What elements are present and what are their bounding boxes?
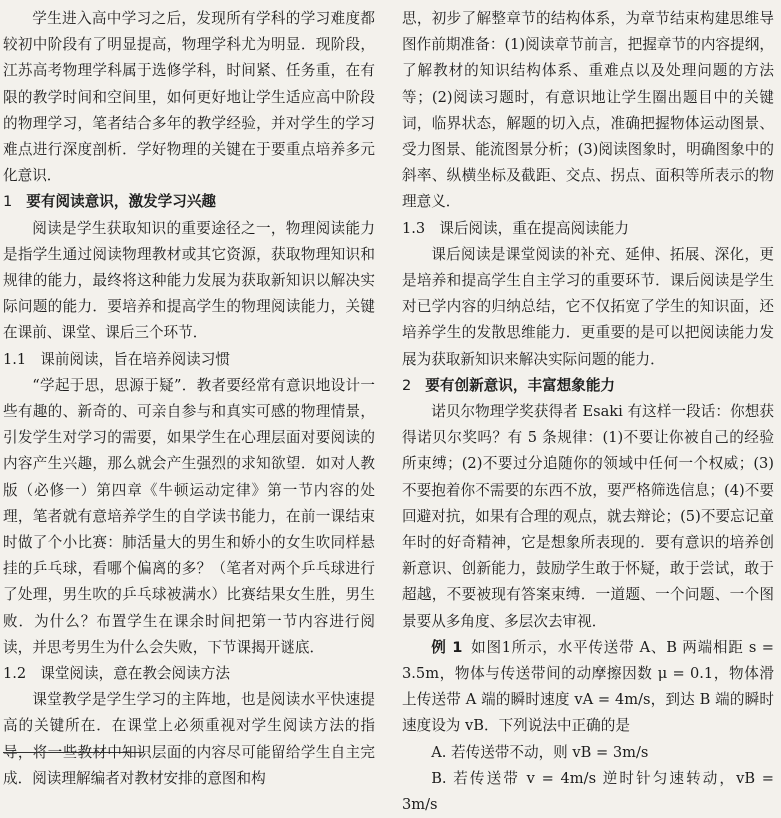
section-1-paragraph: 阅读是学生获取知识的重要途径之一，物理阅读能力是指学生通过阅读物理教材或其它资源，获取物理知识和规律的能力，最终将这种能力发展为获取新知识以解决实际问题的能力．要培养和提高学生的物理阅读能力，关键在课前、课堂、课后三个环节． (3, 219, 375, 342)
section-1-2-heading (3, 661, 375, 687)
section-2-paragraph: 诺贝尔物理学奖获得者 Esaki 有这样一段话：你想获得诺贝尔奖吗？有 5 条规律：(1)不要让你被自己的经验所束缚；(2)不要过分追随你的领域中任何一个权威；(3)不要抱着你不需要的东西不放，要严格筛选信息；(4)不要回避对抗，如果有合理的观点，就去辩论；(5)不要忘记童年时的好奇精神，它是想象所表现的．要有意识的培养创新意识、创新能力，鼓励学生敢于怀疑，敢于尝试，敢于超越，不要被现有答案束缚．一道题、一个问题、一个图景要从多角度、多层次去审视． (402, 403, 774, 630)
example-1-text: 如图1所示，水平传送带 A、B 两端相距 s = 3.5m，物体与传送带间的动摩擦因数 μ = 0.1，物体滑上传送带 A 端的瞬时速度 vA = 4m/s，到达 B 端的瞬时速度设为 vB．下列说法中正确的是 (402, 638, 774, 735)
section-1-1-paragraph: “学起于思，思源于疑”．教者要经常有意识地设计一些有趣的、新奇的、可亲自参与和真实可感的物理情景，引发学生对学习的需要，如果学生在心理层面对要阅读的内容产生兴趣，那么就会产生强烈的求知欲望．如对人教版（必修一）第四章《牛顿运动定律》第一节内容的处理，笔者就有意培养学生的自学读书能力，在前一课结束时做了个小比赛：肺活量大的男生和娇小的女生吹同样悬挂的乒乓球，看哪个偏离的多？（笔者对两个乒乓球进行了处理，男生吹的乒乓球被满水）比赛结果女生胜，男生败．为什么？布置学生在课余时间把第一节内容进行阅读，并思考男生为什么会失败，下节课揭开谜底． (3, 376, 375, 656)
section-2-title: 要有创新意识，丰富想象能力 (425, 376, 616, 394)
section-1-3-paragraph: 课后阅读是课堂阅读的补充、延伸、拓展、深化，更是培养和提高学生自主学习的重要环节．课后阅读是学生对已学内容的归纳总结，它不仅拓宽了学生的知识面，还培养学生的发散思维能力．更重要的是可以把阅读能力发展为获取新知识来解决实际问题的能力． (402, 245, 774, 368)
intro-paragraph: 学生进入高中学习之后，发现所有学科的学习难度都较初中阶段有了明显提高，物理学科尤为明显．现阶段，江苏高考物理学科属于选修学科，时间紧、任务重，在有限的教学时间和空间里，如何更好地让学生适应高中阶段的物理学习，笔者结合多年的教学经验，并对学生的学习难点进行深度剖析．学好物理的关键在于要重点培养多元化意识． (3, 10, 375, 185)
section-1-2-title: 课堂阅读，意在教会阅读方法 (40, 665, 230, 683)
section-1-3-title: 课后阅读，重在提高阅读能力 (439, 219, 629, 237)
section-1-2-number: 1.2 (3, 665, 27, 683)
section-1-number: 1 (3, 193, 13, 211)
right-column (402, 6, 774, 818)
section-1-2-paragraph: 课堂教学是学生学习的主阵地，也是阅读水平快速提高的关键所在．在课堂上必须重视对学生阅读方法的指导，将一些教材中知识层面的内容尽可能留给学生自主完成．阅读理解编者对教材安排的意图和构 (3, 691, 375, 787)
section-1-3-number: 1.3 (402, 219, 426, 237)
option-b: B. 若传送带 v = 4m/s 逆时针匀速转动，vB = 3m/s (402, 769, 774, 814)
section-2-number: 2 (402, 376, 412, 394)
section-1-title: 要有阅读意识，激发学习兴趣 (26, 193, 217, 211)
option-a: A. 若传送带不动，则 vB = 3m/s (431, 743, 649, 761)
section-1-heading (3, 189, 375, 215)
continued-paragraph: 思，初步了解整章节的结构体系，为章节结束构建思维导图作前期准备：(1)阅读章节前言，把握章节的内容提纲，了解教材的知识结构体系、重难点以及处理问题的方法等；(2)阅读习题时，有意识地让学生圈出题目中的关键词，临界状态，解题的切入点，准确把握物体运动图景、受力图景、能流图景分析；(3)阅读图象时，明确图象中的斜率、纵横坐标及截距、交点、拐点、面积等所表示的物理意义． (402, 10, 774, 211)
example-1-label: 例 1 (431, 638, 463, 656)
section-1-1-number: 1.1 (3, 350, 27, 368)
section-1-1-title: 课前阅读，旨在培养阅读习惯 (40, 350, 230, 368)
left-column (3, 6, 375, 792)
example-1 (402, 635, 774, 740)
section-1-3-heading (402, 216, 774, 242)
footnote-rule (3, 752, 143, 753)
section-2-heading (402, 373, 774, 399)
section-1-1-heading (3, 347, 375, 373)
